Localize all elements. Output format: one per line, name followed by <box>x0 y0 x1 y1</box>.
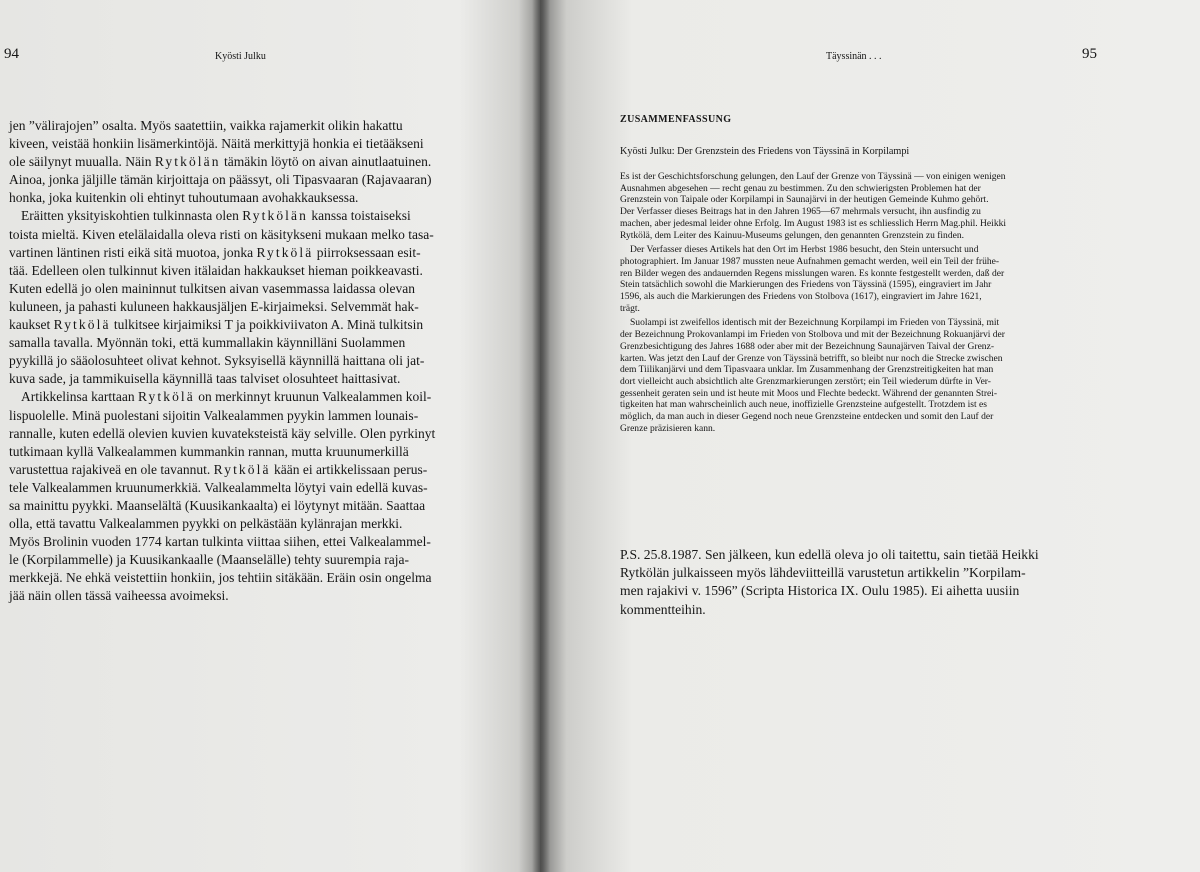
right_page.paragraphs.0.lines-line: Der Verfasser dieses Beitrags hat in den Jahren 1965—67 mehrmals versucht, ihn ausfindig zu <box>620 206 981 218</box>
right_page.paragraphs.2.lines-line: karten. Was jetzt den Lauf der Grenze von Täyssinä betrifft, so bleibt nur noch die Strecke zwischen <box>620 352 1003 364</box>
left_page.paragraphs.1.lines-line: Eräitten yksityiskohtien tulkinnasta olen Rytkölän kanssa toistaiseksi <box>21 208 411 224</box>
left_page.paragraphs.2.lines-line: jää näin ollen tässä vaiheessa avoimeksi. <box>9 588 229 604</box>
right_page.postscript.lines-line: P.S. 25.8.1987. Sen jälkeen, kun edellä oleva jo oli taitettu, sain tietää Heikki <box>620 547 1039 562</box>
right_page.postscript.lines-line: men rajakivi v. 1596” (Scripta Historica IX. Oulu 1985). Ei aihetta uusiin <box>620 583 1020 599</box>
right_page.paragraphs.2.lines-line: der Bezeichnung Prokovanlampi im Frieden von Stolbova und mit der Bezeichnung Rokuanjärvi der <box>620 329 1005 341</box>
right_page.paragraphs.2.lines-line: Grenze präzisieren kann. <box>620 422 716 434</box>
left_page.paragraphs.1.lines-line: pyykillä jo sääolosuhteet olivat kehnot. Syksyisellä käynnillä haittana oli jat- <box>9 353 425 369</box>
summary-body-text <box>620 171 1098 437</box>
left_page.paragraphs.1.lines-line: toista mieltä. Kiven etelälaidalla oleva risti on käsitykseni mukaan melko tasa- <box>9 226 434 242</box>
left_page.paragraphs.2.lines-line: tutkimaan kyllä Valkealammen kummankin rannan, mutta kruunumerkillä <box>9 443 409 459</box>
right_page.paragraphs.0.lines-line: Rytkölä, dem Leiter des Kainuu-Museums gelungen, den genannten Grenzstein zu finden. <box>620 229 965 241</box>
right_page.paragraphs.2.lines-line: dem Tiilikanjärvi und dem Tipasvaara unklar. Im Zusammenhang der Grenzstreitigkeiten hat man <box>620 364 994 376</box>
right_page.paragraphs.2.lines-line: gessenheit geraten sein und ist heute mit Moos und Flechte bedeckt. Während der genannten Strei- <box>620 387 998 399</box>
left_page.paragraphs.1.lines-line: kuva sade, ja tammikuisella käynnillä taas talviset olosuhteet haittasivat. <box>9 371 401 387</box>
left_page.paragraphs.1.lines-line: kaukset Rytkölä tulkitsee kirjaimiksi T ja poikkiviivaton A. Minä tulkitsin <box>9 317 424 333</box>
right_page.paragraphs.2.lines-line: tigkeiten hat man wahrscheinlich auch neue, inoffizielle Grenzsteine aufgestellt. Trotzdem ist es <box>620 399 988 411</box>
right_page.paragraphs.2.lines-line: Grenzbesichtigung des Jahres 1688 oder aber mit der Bezeichnung Saunajärven Taival der Grenz- <box>620 340 994 352</box>
left_page.paragraphs.1.lines-line: tää. Edelleen olen tulkinnut kiven itälaidan hakkaukset hieman poikkeavasti. <box>9 262 423 278</box>
right_page.paragraphs.1.lines-line: Stein tatsächlich sowohl die Markierungen des Friedens von Täyssinä (1595), eingraviert im Jahr <box>620 279 992 291</box>
right_page.paragraphs.2.lines-line: dort vielleicht auch absichtlich alte Grenzmarkierungen zerstört; ein Teil wiederum dürfte in Ver- <box>620 375 991 387</box>
left_page.paragraphs.2.lines-line: sa mainittu pyykki. Maanselältä (Kuusikankaalta) ei löytynyt mitään. Saattaa <box>9 497 426 513</box>
right_page.paragraphs.0.lines-line: Grenzstein von Taipale oder Korpilampi in Saunajärvi in der heutigen Gemeinde Kuhmo gehört. <box>620 194 989 206</box>
left_page.paragraphs.2.lines-line: tele Valkealammen kruunumerkkiä. Valkealammelta löytyi vain edellä kuvas- <box>9 479 428 495</box>
summary-paragraph <box>620 244 1098 314</box>
right_page.postscript.lines-line: kommentteihin. <box>620 601 706 617</box>
left_page.paragraphs.2.lines-line: le (Korpilammelle) ja Kuusikankaalle (Maanselälle) tehty suurempia raja- <box>9 552 409 568</box>
left_page.paragraphs.2.lines-line: varustettua rajakiveä en ole tavannut. Rytkölä kään ei artikkelissaan perus- <box>9 461 428 477</box>
running-head-right: Täyssinän . . . <box>826 51 882 62</box>
left-paragraph <box>9 117 487 207</box>
left_page.paragraphs.0.lines-line: Ainoa, jonka jäljille tämän kirjoittaja on päässyt, oli Tipasvaaran (Rajavaaran) <box>9 172 432 188</box>
left-paragraph <box>9 207 487 388</box>
left_page.paragraphs.0.lines-line: jen ”välirajojen” osalta. Myös saatettiin, vaikka rajamerkit olikin hakattu <box>9 118 403 133</box>
left-paragraph <box>9 388 487 605</box>
left_page.paragraphs.2.lines-line: rannalle, kuten edellä olevien kuvien kuvateksteistä käy selville. Olen pyrkinyt <box>9 425 436 441</box>
left_page.paragraphs.0.lines-line: honka, joka kuitenkin oli ehtinyt tuhoutumaan avohakkauksessa. <box>9 190 359 206</box>
page-number-left: 94 <box>4 46 19 62</box>
summary-heading: ZUSAMMENFASSUNG <box>620 114 732 125</box>
right_page.paragraphs.1.lines-line: trägt. <box>620 302 640 314</box>
left_page.paragraphs.0.lines-line: ole säilynyt muualla. Näin Rytkölän tämäkin löytö on aivan ainutlaatuinen. <box>9 154 432 170</box>
left_page.paragraphs.2.lines-line: Artikkelinsa karttaan Rytkölä on merkinnyt kruunun Valkealammen koil- <box>21 389 432 405</box>
postscript <box>620 546 1098 619</box>
right_page.paragraphs.2.lines-line: möglich, da man auch in dieser Gegend noch neue Grenzsteine entdecken und somit den Lauf der <box>620 411 994 423</box>
right_page.paragraphs.1.lines-line: Der Verfasser dieses Artikels hat den Ort im Herbst 1986 besucht, den Stein untersucht und <box>630 244 979 256</box>
right_page.paragraphs.1.lines-line: photographiert. Im Januar 1987 mussten neue Aufnahmen gemacht werden, weil ein Teil der frühe- <box>620 255 1000 267</box>
left_page.paragraphs.1.lines-line: kuluneen, ja pahasti kuluneen hakkausjäljen E-kirjaimeksi. Selvemmät hak- <box>9 298 419 314</box>
page-number-right: 95 <box>1082 46 1097 62</box>
left_page.paragraphs.0.lines-line: kiveen, veistää honkiin lisämerkintöjä. Näitä merkittyjä honkia ei tietääkseni <box>9 136 424 152</box>
left_page.paragraphs.1.lines-line: samalla tavalla. Myönnän toki, että kummallakin käynnilläni Suolammen <box>9 335 406 351</box>
summary-paragraph <box>620 171 1098 241</box>
right_page.postscript.lines-line: Rytkölän julkaisseen myös lähdeviitteillä varustetun artikkelin ”Korpilam- <box>620 565 1026 581</box>
summary-byline: Kyösti Julku: Der Grenzstein des Friedens von Täyssinä in Korpilampi <box>620 146 910 157</box>
right_page.paragraphs.1.lines-line: 1596, als auch die Markierungen des Friedens von Stolbova (1617), eingraviert im Jahre 1621, <box>620 291 982 303</box>
running-head-left: Kyösti Julku <box>215 51 266 62</box>
left_page.paragraphs.1.lines-line: Kuten edellä jo olen maininnut tulkitsen aivan vasemmassa laidassa olevan <box>9 280 416 296</box>
left_page.paragraphs.2.lines-line: merkkejä. Ne ehkä veistettiin honkiin, jos tehtiin sitäkään. Eräin osin ongelma <box>9 570 432 586</box>
book-gutter <box>532 0 550 872</box>
left_page.paragraphs.1.lines-line: vartinen läntinen risti eikä sitä muotoa, jonka Rytkölä piirroksessaan esit- <box>9 244 421 260</box>
left-page <box>0 0 540 872</box>
right_page.paragraphs.0.lines-line: Es ist der Geschichtsforschung gelungen, den Lauf der Grenze von Täyssinä — von einigen wenigen <box>620 171 1006 182</box>
left_page.paragraphs.2.lines-line: olla, että tavattu Valkealammen pyykki on pelkästään kylänrajan merkki. <box>9 516 403 532</box>
left_page.paragraphs.2.lines-line: Myös Brolinin vuoden 1774 kartan tulkinta viittaa siihen, ettei Valkealammel- <box>9 534 431 550</box>
summary-paragraph <box>620 317 1098 434</box>
right_page.paragraphs.0.lines-line: machen, aber jedesmal leider ohne Erfolg. Im August 1983 ist es schliesslich Herrn Mag.phil. Heikki <box>620 217 1007 229</box>
right_page.paragraphs.1.lines-line: ren Bilder wegen des andauernden Regens misslungen waren. Es konnte festgestellt werden, daß der <box>620 267 1005 279</box>
left-body-text <box>9 117 487 606</box>
right_page.paragraphs.2.lines-line: Suolampi ist zweifellos identisch mit der Bezeichnung Korpilampi im Frieden von Täyssinä, mit <box>630 317 1000 329</box>
right_page.paragraphs.0.lines-line: Ausnahmen abgesehen — recht genau zu bestimmen. Zu den schwierigsten Problemen hat der <box>620 182 981 194</box>
left_page.paragraphs.2.lines-line: lispuolelle. Minä puolestani sijoitin Valkealammen pyykin lammen lounais- <box>9 407 419 423</box>
